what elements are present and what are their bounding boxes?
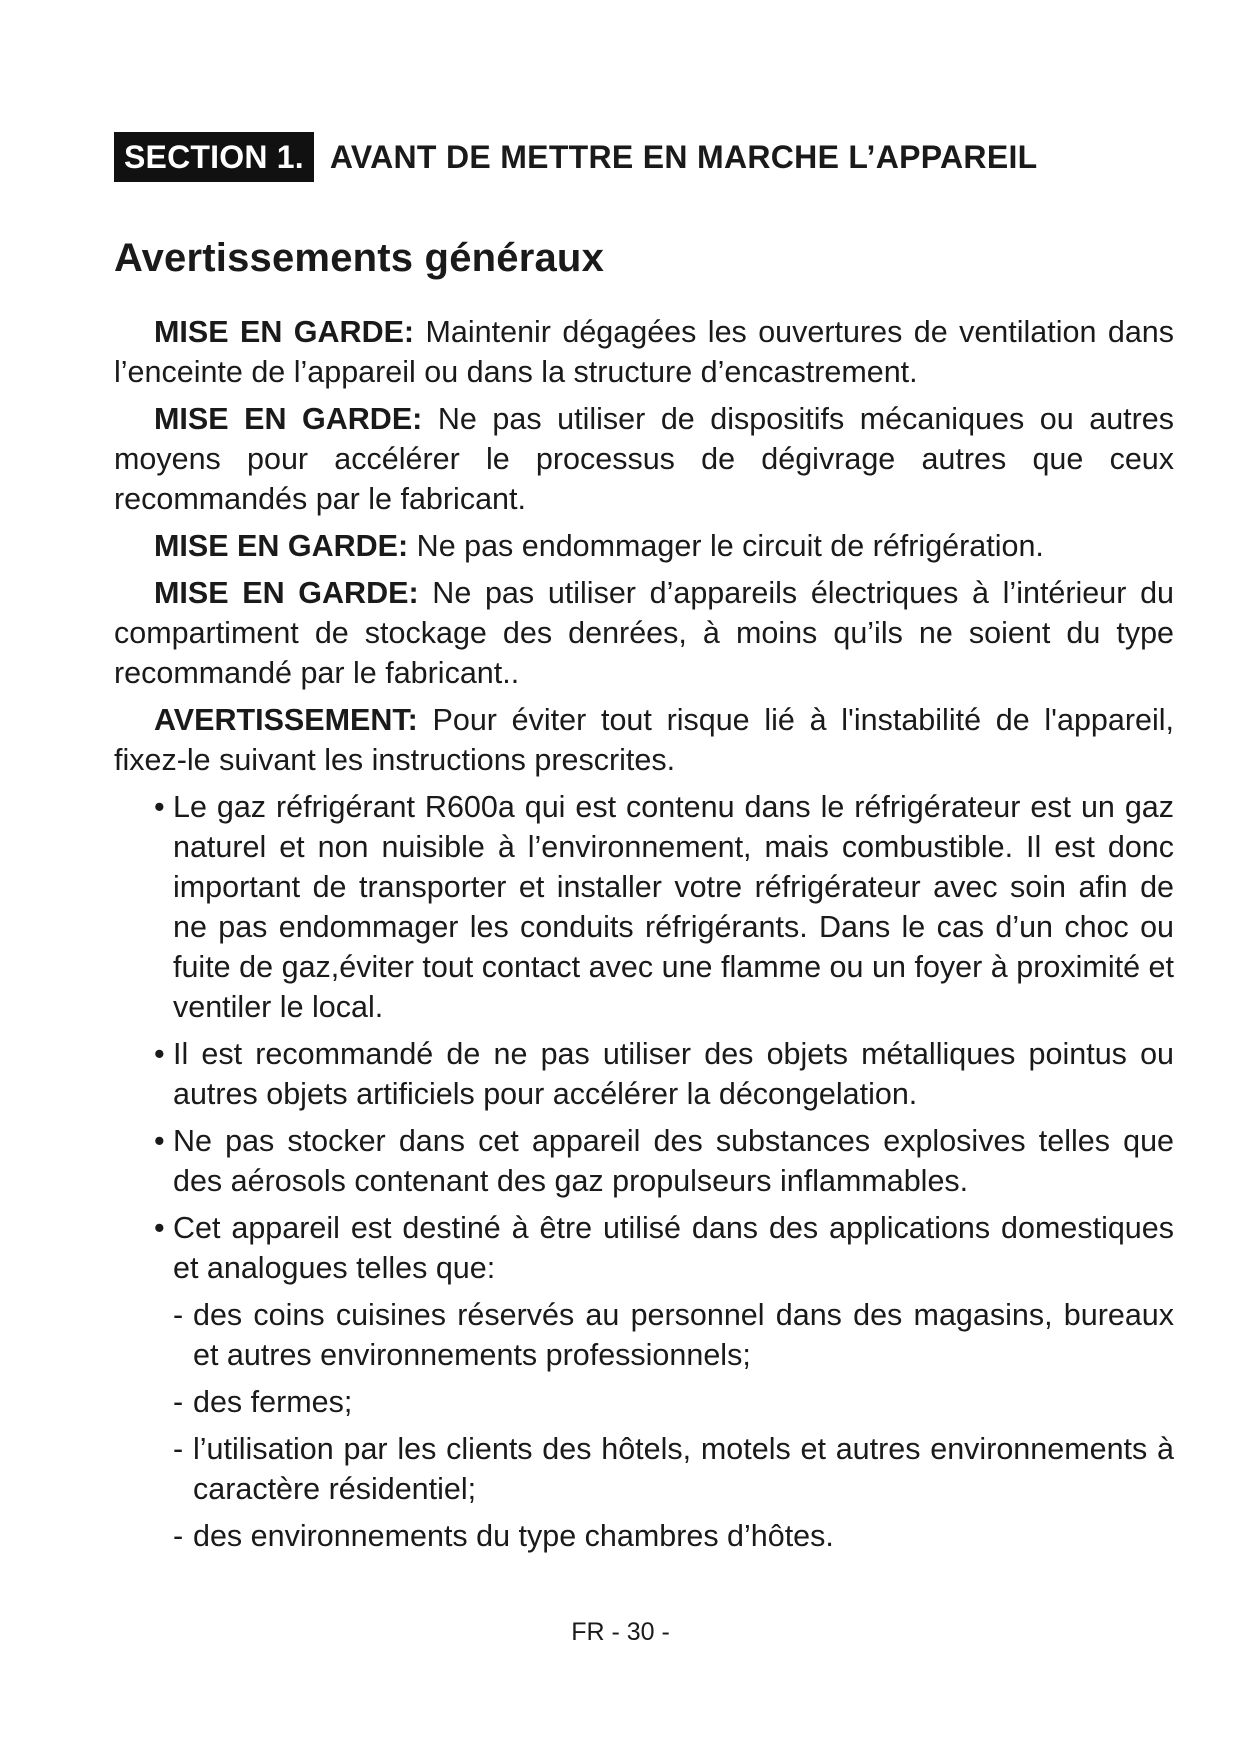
warning-label: AVERTISSEMENT: xyxy=(154,703,418,737)
sub-list-item-text: l’utilisation par les clients des hôtels, motels et autres environnements à caractère résidentiel; xyxy=(193,1432,1174,1506)
section-header xyxy=(114,132,1038,182)
list-item xyxy=(114,1121,1174,1201)
page-number: FR - 30 - xyxy=(571,1618,670,1646)
warning-label: MISE EN GARDE: xyxy=(154,315,415,349)
warning-paragraph xyxy=(114,700,1174,780)
list-item-text: Ne pas stocker dans cet appareil des substances explosives telles que des aérosols contenant des gaz propulseurs inflammables. xyxy=(173,1124,1174,1198)
dash-marker: - xyxy=(173,1432,184,1466)
list-item-text: Cet appareil est destiné à être utilisé dans des applications domestiques et analogues telles que: xyxy=(173,1211,1174,1285)
list-item-text: Le gaz réfrigérant R600a qui est contenu dans le réfrigérateur est un gaz naturel et non nuisible à l’environnement, mais combustible. Il est donc important de transporter et installer votre réfrigérateur avec soin afin de ne pas endommager les conduits réfrigérants. Dans le cas d’un choc ou fuite de gaz,éviter tout contact avec une flamme ou un foyer à proximité et ventiler le local. xyxy=(173,790,1174,1024)
dash-list xyxy=(114,1295,1174,1556)
bullet-marker: • xyxy=(154,1211,165,1245)
warning-text: Pour éviter tout risque lié à l'instabilité de l'appareil, fixez-le suivant les instructions prescrites. xyxy=(114,703,1174,777)
dash-marker: - xyxy=(173,1385,184,1419)
bullet-marker: • xyxy=(154,1124,165,1158)
document-body xyxy=(114,312,1174,1563)
list-item xyxy=(114,787,1174,1027)
sub-list-item xyxy=(114,1295,1174,1375)
bullet-marker: • xyxy=(154,790,165,824)
section-title: AVANT DE METTRE EN MARCHE L’APPAREIL xyxy=(329,138,1038,175)
dash-marker: - xyxy=(173,1519,184,1553)
sub-list-item-text: des fermes; xyxy=(193,1385,353,1419)
bullet-list xyxy=(114,787,1174,1288)
warning-paragraph xyxy=(114,526,1174,566)
warning-text: Ne pas utiliser d’appareils électriques à l’intérieur du compartiment de stockage des denrées, à moins qu’ils ne soient du type recommandé par le fabricant.. xyxy=(114,576,1174,690)
list-item xyxy=(114,1208,1174,1288)
sub-list-item xyxy=(114,1382,1174,1422)
sub-list-item-text: des environnements du type chambres d’hôtes. xyxy=(193,1519,834,1553)
warning-paragraph xyxy=(114,312,1174,392)
warning-text: Ne pas utiliser de dispositifs mécaniques ou autres moyens pour accélérer le processus de dégivrage autres que ceux recommandés par le fabricant. xyxy=(114,402,1175,516)
warning-paragraph xyxy=(114,399,1174,519)
list-item xyxy=(114,1034,1174,1114)
warning-label: MISE EN GARDE: xyxy=(154,402,423,436)
bullet-marker: • xyxy=(154,1037,165,1071)
warning-label: MISE EN GARDE: xyxy=(154,576,419,610)
list-item-text: Il est recommandé de ne pas utiliser des objets métalliques pointus ou autres objets artificiels pour accélérer la décongelation. xyxy=(173,1037,1174,1111)
section-badge: SECTION 1. xyxy=(114,132,314,182)
sub-list-item xyxy=(114,1429,1174,1509)
warning-paragraph xyxy=(114,573,1174,693)
page-heading: Avertissements généraux xyxy=(114,236,605,280)
sub-list-item-text: des coins cuisines réservés au personnel dans des magasins, bureaux et autres environnements professionnels; xyxy=(193,1298,1174,1372)
sub-list-item xyxy=(114,1516,1174,1556)
warning-text: Maintenir dégagées les ouvertures de ventilation dans l’enceinte de l’appareil ou dans la structure d’encastrement. xyxy=(114,315,1174,389)
dash-marker: - xyxy=(173,1298,184,1332)
warning-text: Ne pas endommager le circuit de réfrigération. xyxy=(408,529,1044,563)
warning-label: MISE EN GARDE: xyxy=(154,529,409,563)
